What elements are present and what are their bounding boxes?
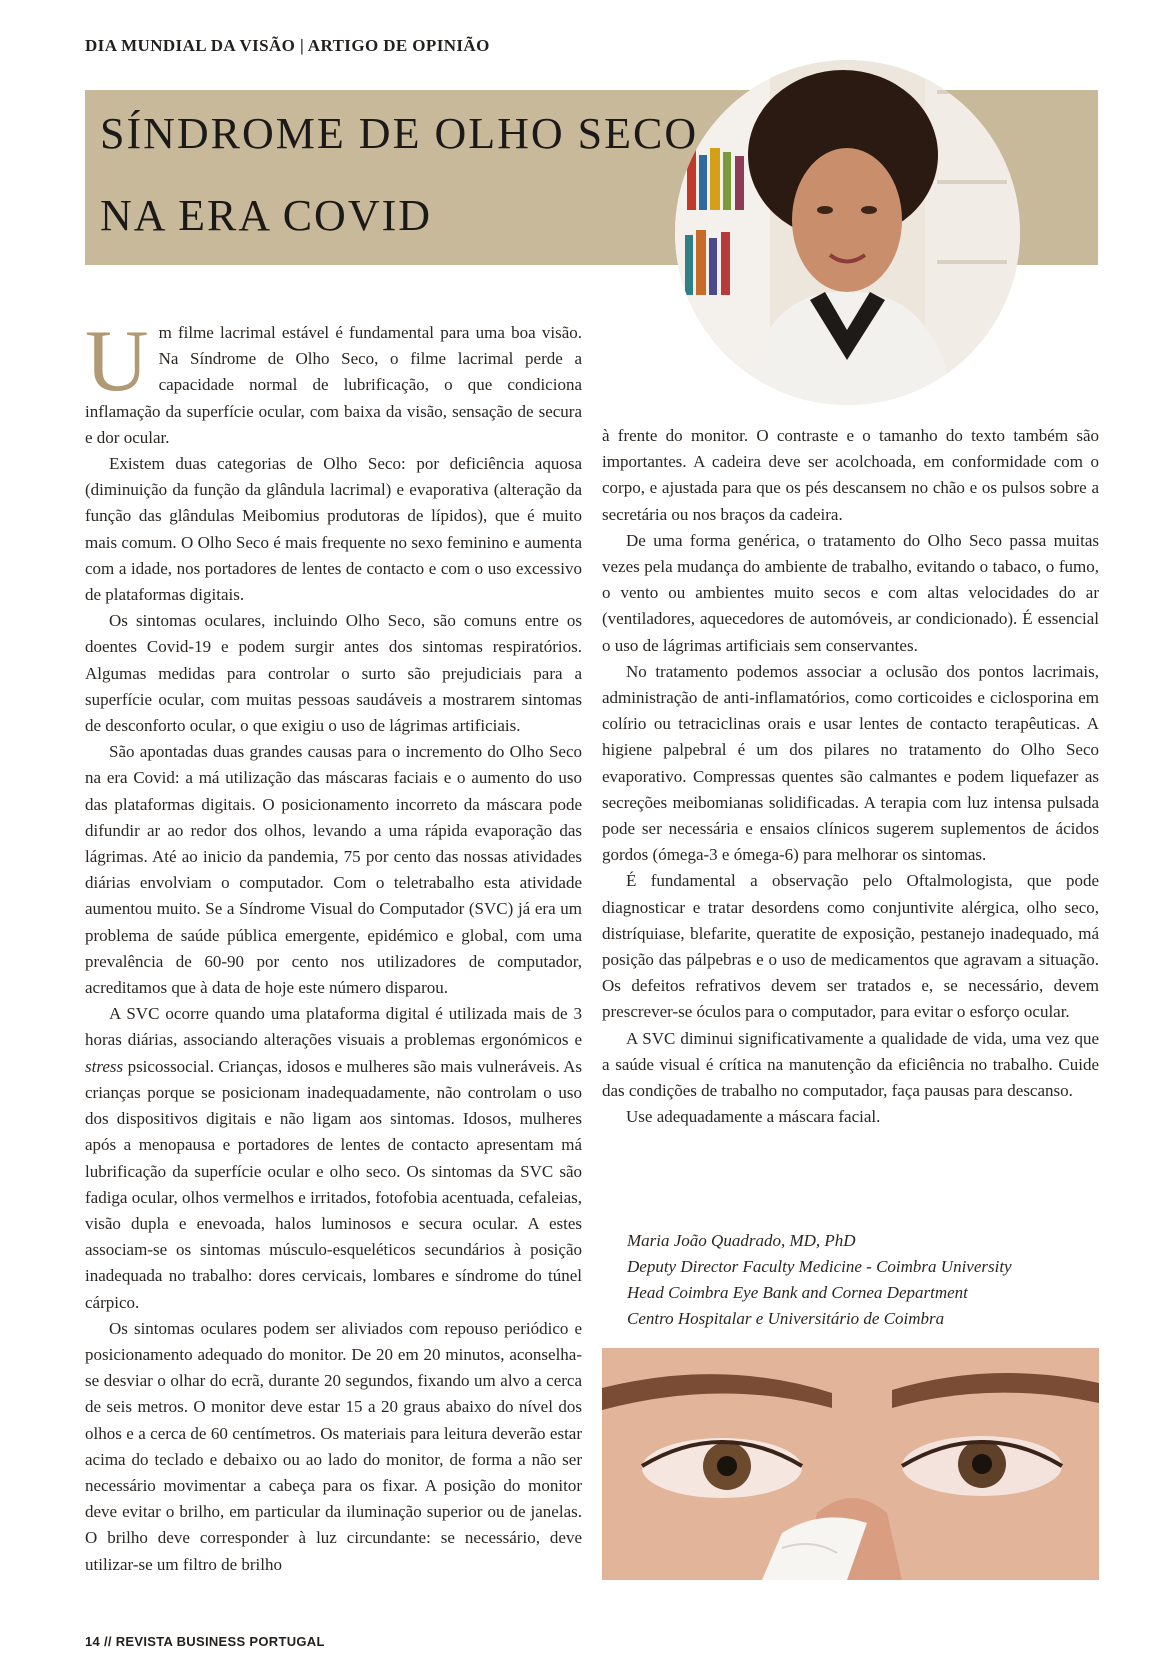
author-portrait-photo — [675, 60, 1020, 405]
dry-eye-illustration — [602, 1348, 1099, 1580]
paragraph-mask-advice: Use adequadamente a máscara facial. — [626, 1107, 881, 1127]
intro-text: m filme lacrimal estável é fundamental para uma boa visão. Na Síndrome de Olho Seco, o filme lacrimal perde a capacidade normal de lubrificação, o que condiciona inflamação da superfície ocular, com baixa da visão, sensação de secura e dor ocular. — [85, 323, 582, 447]
author-name: Maria João Quadrado, MD, PhD — [627, 1231, 856, 1250]
paragraph-relief: Os sintomas oculares podem ser aliviados com repouso periódico e posicionamento adequado do monitor. De 20 em 20 minutos, aconselha-se desviar o olhar do ecrã, durante 20 segundos, fixando um alvo a cerca de seis metros. O monitor deve estar 15 a 20 graus abaixo do nível dos olhos e a cerca de 60 centímetros. Os materiais para leitura deverão estar acima do teclado e debaixo ou ao lado do monitor, de forma a não ser necessário movimentar a cabeça para os fixar. A posição do monitor deve evitar o brilho, em particular da iluminação superior ou de janelas. O brilho deve corresponder à luz circundante: se necessário, deve utilizar-se um filtro de brilho — [85, 1318, 582, 1574]
article-title-line-2: NA ERA COVID — [100, 191, 433, 240]
paragraph-continuation: à frente do monitor. O contraste e o tamanho do texto também são importantes. A cadeira deve ser acolchoada, em conformidade com o corpo, e ajustada para que os pés descansem no chão e os pulsos sobre a secretária ou nos braços da cadeira. — [602, 426, 1099, 524]
drop-cap: U — [85, 313, 149, 410]
author-role-2: Head Coimbra Eye Bank and Cornea Department — [627, 1283, 968, 1302]
paragraph-treatment-options: No tratamento podemos associar a oclusão dos pontos lacrimais, administração de anti-inflamatórios, como corticoides e ciclosporina em colírio ou tetraciclinas orais e usar lentes de contacto terapêuticas. A higiene palpebral é um dos pilares no tratamento do Olho Seco evaporativo. Compressas quentes são calmantes e podem liquefazer as secreções meibomianas solidificadas. A terapia com luz intensa pulsada pode ser necessária e ensaios clínicos sugerem suplementos de ácidos gordos (ómega-3 e ómega-6) para melhorar os sintomas. — [602, 661, 1099, 865]
paragraph-intro — [85, 313, 582, 451]
author-role-1: Deputy Director Faculty Medicine - Coimbra University — [627, 1257, 1012, 1276]
article-right-column — [602, 423, 1099, 1130]
article-title-line-1: SÍNDROME DE OLHO SECO — [100, 109, 699, 158]
paragraph-categories: Existem duas categorias de Olho Seco: por deficiência aquosa (diminuição da função da glândula lacrimal) e evaporativa (alteração da função das glândulas Meibomius produtoras de lípidos), que é muito mais comum. O Olho Seco é mais frequente no sexo feminino e aumenta com a idade, nos portadores de lentes de contacto e com o uso excessivo de plataformas digitais. — [85, 454, 582, 605]
paragraph-ophthalmologist: É fundamental a observação pelo Oftalmologista, que pode diagnosticar e tratar desordens como conjuntivite alérgica, olho seco, distríquiase, blefarite, queratite de exposição, pestanejo inadequado, má posição das pálpebras e o uso de medicamentos que agravam a situação. Os defeitos refrativos devem ser tratados e, se necessário, devem prescrever-se óculos para o computador, para evitar o esforço ocular. — [602, 871, 1099, 1022]
author-portrait-illustration — [675, 60, 1020, 405]
paragraph-quality-of-life: A SVC diminui significativamente a qualidade de vida, uma vez que a saúde visual é crítica na manutenção da eficiência no trabalho. Cuide das condições de trabalho no computador, faça pausas para descanso. — [602, 1028, 1099, 1101]
dry-eye-photo — [602, 1348, 1099, 1580]
page-folio: 14 // REVISTA BUSINESS PORTUGAL — [85, 1634, 325, 1649]
section-label: DIA MUNDIAL DA VISÃO | ARTIGO DE OPINIÃO — [85, 36, 490, 55]
author-signature — [627, 1228, 1097, 1332]
author-role-3: Centro Hospitalar e Universitário de Coimbra — [627, 1309, 945, 1328]
paragraph-covid-symptoms: Os sintomas oculares, incluindo Olho Seco, são comuns entre os doentes Covid-19 e podem surgir antes dos sintomas respiratórios. Algumas medidas para controlar o surto são prejudiciais para a superfície ocular, com muitas pessoas saudáveis a mostrarem sintomas de desconforto ocular, o que exigiu o uso de lágrimas artificiais. — [85, 611, 582, 736]
svc-text-2: psicossocial. Crianças, idosos e mulheres são mais vulneráveis. As crianças porque se posicionam inadequadamente, não controlam o uso dos dispositivos digitais e não ligam aos sintomas. Idosos, mulheres após a menopausa e portadores de lentes de contacto apresentam má lubrificação da superfície ocular e olho seco. Os sintomas da SVC são fadiga ocular, olhos vermelhos e irritados, fotofobia acentuada, cefaleias, visão dupla e enevoada, halos luminosos e secura ocular. A estes associam-se os sintomas músculo-esqueléticos secundários à posição inadequada no trabalho: dores cervicais, lombares e síndrome do túnel cárpico. — [85, 1056, 582, 1312]
paragraph-treatment-general: De uma forma genérica, o tratamento do Olho Seco passa muitas vezes pela mudança do ambiente de trabalho, evitando o tabaco, o fumo, o vento ou ambientes muito secos e com altas velocidades do ar (ventiladores, aquecedores de automóveis, ar condicionado). É essencial o uso de lágrimas artificiais sem conservantes. — [602, 530, 1099, 655]
paragraph-causes: São apontadas duas grandes causas para o incremento do Olho Seco na era Covid: a má utilização das máscaras faciais e o aumento do uso das plataformas digitais. O posicionamento incorreto da máscara pode difundir ar ao redor dos olhos, levando a uma rápida evaporação das lágrimas. Até ao inicio da pandemia, 75 por cento das nossas atividades diárias envolviam o computador. Com o teletrabalho esta atividade aumentou muito. Se a Síndrome Visual do Computador (SVC) já era um problema de saúde pública emergente, epidémico e global, com uma prevalência de 60-90 por cento nos utilizadores de computador, acreditamos que à data de hoje este número disparou. — [85, 742, 582, 998]
svc-text-1: A SVC ocorre quando uma plataforma digital é utilizada mais de 3 horas diárias, associando alterações visuais a problemas ergonómicos e — [85, 1004, 582, 1050]
article-left-column — [85, 313, 582, 1578]
paragraph-svc — [85, 1001, 582, 1315]
svc-italic-term: stress — [85, 1056, 124, 1076]
